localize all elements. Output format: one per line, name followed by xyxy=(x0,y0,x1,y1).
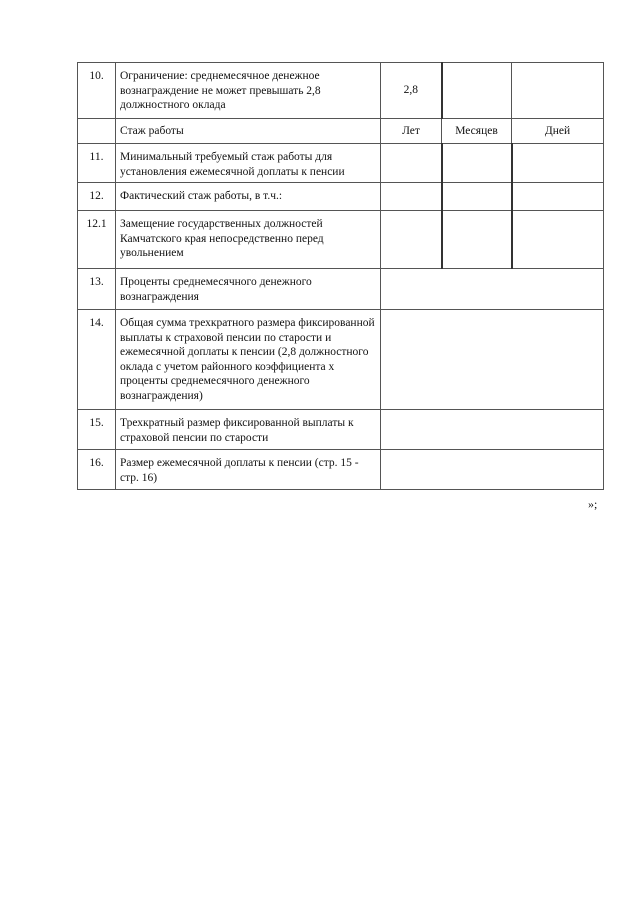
row-text: Стаж работы xyxy=(116,119,381,144)
row-text: Проценты среднемесячного денежного вознаграждения xyxy=(116,269,381,310)
row-text: Ограничение: среднемесячное денежное вознаграждение не может превышать 2,8 должностного оклада xyxy=(116,63,381,119)
empty-cell xyxy=(381,144,442,183)
table-row xyxy=(78,450,604,490)
row-number: 15. xyxy=(78,410,116,450)
table-row xyxy=(78,410,604,450)
empty-cell xyxy=(442,63,512,119)
table-row xyxy=(78,144,604,183)
row-text: Общая сумма трехкратного размера фиксированной выплаты к страховой пенсии по старости и ежемесячной доплаты к пенсии (2,8 должностного оклада с учетом районного коэффициента х проценты среднемесячного денежного вознаграждения) xyxy=(116,310,381,410)
table-row xyxy=(78,63,604,119)
table-row xyxy=(78,211,604,269)
row-number: 10. xyxy=(78,63,116,119)
row-text: Трехкратный размер фиксированной выплаты к страховой пенсии по старости xyxy=(116,410,381,450)
empty-cell xyxy=(442,211,512,269)
empty-cell xyxy=(512,183,604,211)
empty-cell xyxy=(381,310,604,410)
row-text: Размер ежемесячной доплаты к пенсии (стр. 15 - стр. 16) xyxy=(116,450,381,490)
empty-cell xyxy=(381,183,442,211)
table-row xyxy=(78,269,604,310)
table-row xyxy=(78,310,604,410)
pension-calculation-table xyxy=(77,62,604,490)
empty-cell xyxy=(381,269,604,310)
months-header: Месяцев xyxy=(442,119,512,144)
empty-cell xyxy=(381,450,604,490)
limit-value: 2,8 xyxy=(381,63,442,119)
table-row xyxy=(78,183,604,211)
empty-cell xyxy=(512,211,604,269)
row-number: 16. xyxy=(78,450,116,490)
row-number xyxy=(78,119,116,144)
row-number: 13. xyxy=(78,269,116,310)
row-text: Минимальный требуемый стаж работы для установления ежемесячной доплаты к пенсии xyxy=(116,144,381,183)
empty-cell xyxy=(381,211,442,269)
empty-cell xyxy=(442,183,512,211)
empty-cell xyxy=(381,410,604,450)
empty-cell xyxy=(512,63,604,119)
row-text: Замещение государственных должностей Камчатского края непосредственно перед увольнением xyxy=(116,211,381,269)
empty-cell xyxy=(512,144,604,183)
row-number: 12. xyxy=(78,183,116,211)
row-number: 11. xyxy=(78,144,116,183)
table-row xyxy=(78,119,604,144)
days-header: Дней xyxy=(512,119,604,144)
closing-quote-mark: »; xyxy=(588,497,598,511)
empty-cell xyxy=(442,144,512,183)
row-number: 12.1 xyxy=(78,211,116,269)
row-text: Фактический стаж работы, в т.ч.: xyxy=(116,183,381,211)
row-number: 14. xyxy=(78,310,116,410)
years-header: Лет xyxy=(381,119,442,144)
